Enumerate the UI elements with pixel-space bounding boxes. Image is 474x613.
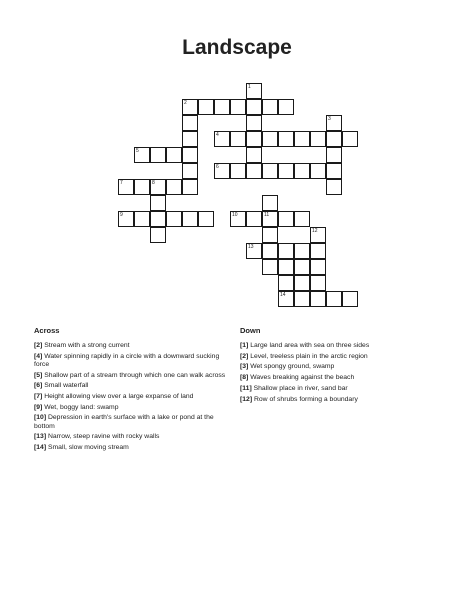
grid-cell[interactable] [246,243,262,259]
grid-cell[interactable] [326,147,342,163]
grid-cell[interactable] [342,291,358,307]
clue-number: [11] [240,384,252,392]
grid-cell[interactable] [262,195,278,211]
cell-number: 12 [312,228,318,234]
clue-text: Narrow, steep ravine with rocky walls [47,433,160,441]
grid-cell[interactable] [326,179,342,195]
down-clue [240,363,440,371]
down-clue [240,374,440,382]
down-heading: Down [240,326,261,335]
cell-number: 2 [184,100,187,106]
grid-cell[interactable] [214,163,230,179]
grid-cell[interactable] [326,291,342,307]
cell-number: 5 [136,148,139,154]
grid-cell[interactable] [166,147,182,163]
grid-cell[interactable] [246,83,262,99]
cell-number: 6 [216,164,219,170]
down-clue-list [240,342,440,406]
grid-cell[interactable] [278,259,294,275]
down-clue [240,342,440,350]
grid-cell[interactable] [278,243,294,259]
grid-cell[interactable] [182,115,198,131]
grid-cell[interactable] [294,163,310,179]
grid-cell[interactable] [262,163,278,179]
grid-cell[interactable] [214,131,230,147]
grid-cell[interactable] [294,211,310,227]
grid-cell[interactable] [310,227,326,243]
grid-cell[interactable] [246,211,262,227]
cell-number: 7 [120,180,123,186]
grid-cell[interactable] [246,99,262,115]
grid-cell[interactable] [150,147,166,163]
clue-number: [9] [34,403,43,411]
grid-cell[interactable] [262,227,278,243]
clue-number: [13] [34,433,47,441]
grid-cell[interactable] [278,291,294,307]
clue-text: Water spinning rapidly in a circle with a downward sucking force [34,352,220,368]
across-clue [34,414,234,430]
cell-number: 11 [264,212,270,218]
grid-cell[interactable] [134,211,150,227]
clue-text: Waves breaking against the beach [250,374,355,382]
grid-cell[interactable] [166,179,182,195]
grid-cell[interactable] [246,163,262,179]
across-clue [34,342,234,350]
grid-cell[interactable] [230,99,246,115]
grid-cell[interactable] [246,147,262,163]
clue-number: [6] [34,382,43,390]
down-clue [240,396,440,404]
cell-number: 3 [328,116,331,122]
across-clue [34,444,234,452]
grid-cell[interactable] [278,163,294,179]
grid-cell[interactable] [150,179,166,195]
grid-cell[interactable] [310,131,326,147]
grid-cell[interactable] [150,195,166,211]
grid-cell[interactable] [310,163,326,179]
clue-number: [1] [240,342,249,349]
across-clue [34,382,234,390]
clue-text: Row of shrubs forming a boundary [253,395,358,403]
grid-cell[interactable] [246,131,262,147]
grid-cell[interactable] [342,131,358,147]
clue-text: Level, treeless plain in the arctic region [250,352,368,360]
across-clue [34,353,234,369]
cell-number: 10 [232,212,238,218]
grid-cell[interactable] [182,163,198,179]
grid-cell[interactable] [182,211,198,227]
clue-number: [2] [34,342,43,349]
grid-cell[interactable] [150,211,166,227]
grid-cell[interactable] [182,179,198,195]
grid-cell[interactable] [150,227,166,243]
across-clue-list [34,342,234,455]
clue-text: Depression in earth's surface with a lake or pond at the bottom [34,414,214,430]
grid-cell[interactable] [278,275,294,291]
grid-cell[interactable] [294,275,310,291]
grid-cell[interactable] [246,115,262,131]
grid-cell[interactable] [310,259,326,275]
grid-cell[interactable] [230,211,246,227]
clue-text: Stream with a strong current [44,342,130,349]
cell-number: 9 [120,212,123,218]
across-clue [34,372,234,380]
grid-cell[interactable] [294,259,310,275]
clue-number: [8] [240,374,249,382]
cell-number: 8 [152,180,155,186]
grid-cell[interactable] [134,147,150,163]
grid-cell[interactable] [326,115,342,131]
grid-cell[interactable] [278,131,294,147]
grid-cell[interactable] [198,99,214,115]
grid-cell[interactable] [198,211,214,227]
grid-cell[interactable] [278,99,294,115]
grid-cell[interactable] [326,131,342,147]
clue-text: Height allowing view over a large expanse of land [44,393,194,401]
clue-number: [14] [34,444,47,452]
clue-text: Shallow part of a stream through which one can walk across [44,371,226,379]
clue-text: Large land area with sea on three sides [250,342,370,349]
clue-number: [3] [240,363,249,371]
grid-cell[interactable] [182,99,198,115]
cell-number: 1 [248,84,251,90]
cell-number: 13 [248,244,254,250]
grid-cell[interactable] [310,291,326,307]
cell-number: 4 [216,132,219,138]
grid-cell[interactable] [294,131,310,147]
clue-text: Shallow place in river, sand bar [253,384,348,392]
grid-cell[interactable] [134,179,150,195]
grid-cell[interactable] [294,243,310,259]
clue-text: Small waterfall [44,382,89,390]
grid-cell[interactable] [278,211,294,227]
grid-cell[interactable] [214,99,230,115]
grid-cell[interactable] [310,275,326,291]
puzzle-title: Landscape [182,36,292,59]
clue-text: Wet, boggy land: swamp [44,403,119,411]
clue-number: [5] [34,371,43,379]
down-clue [240,385,440,393]
grid-cell[interactable] [182,131,198,147]
grid-cell[interactable] [118,211,134,227]
grid-cell[interactable] [262,211,278,227]
grid-cell[interactable] [262,259,278,275]
across-clue [34,404,234,412]
grid-cell[interactable] [166,211,182,227]
grid-cell[interactable] [294,291,310,307]
across-clue [34,433,234,441]
grid-cell[interactable] [230,131,246,147]
across-clue [34,393,234,401]
grid-cell[interactable] [262,99,278,115]
across-heading: Across [34,326,60,335]
clue-text: Small, slow moving stream [47,444,129,452]
clue-number: [7] [34,393,43,401]
clue-text: Wet spongy ground, swamp [250,363,335,371]
grid-cell[interactable] [262,131,278,147]
grid-cell[interactable] [262,243,278,259]
clue-number: [4] [34,352,43,360]
down-clue [240,353,440,361]
grid-cell[interactable] [230,163,246,179]
grid-cell[interactable] [182,147,198,163]
clue-number: [2] [240,352,249,360]
grid-cell[interactable] [310,243,326,259]
grid-cell[interactable] [118,179,134,195]
cell-number: 14 [280,292,286,298]
clue-number: [10] [34,414,47,422]
clue-number: [12] [240,395,253,403]
grid-cell[interactable] [326,163,342,179]
